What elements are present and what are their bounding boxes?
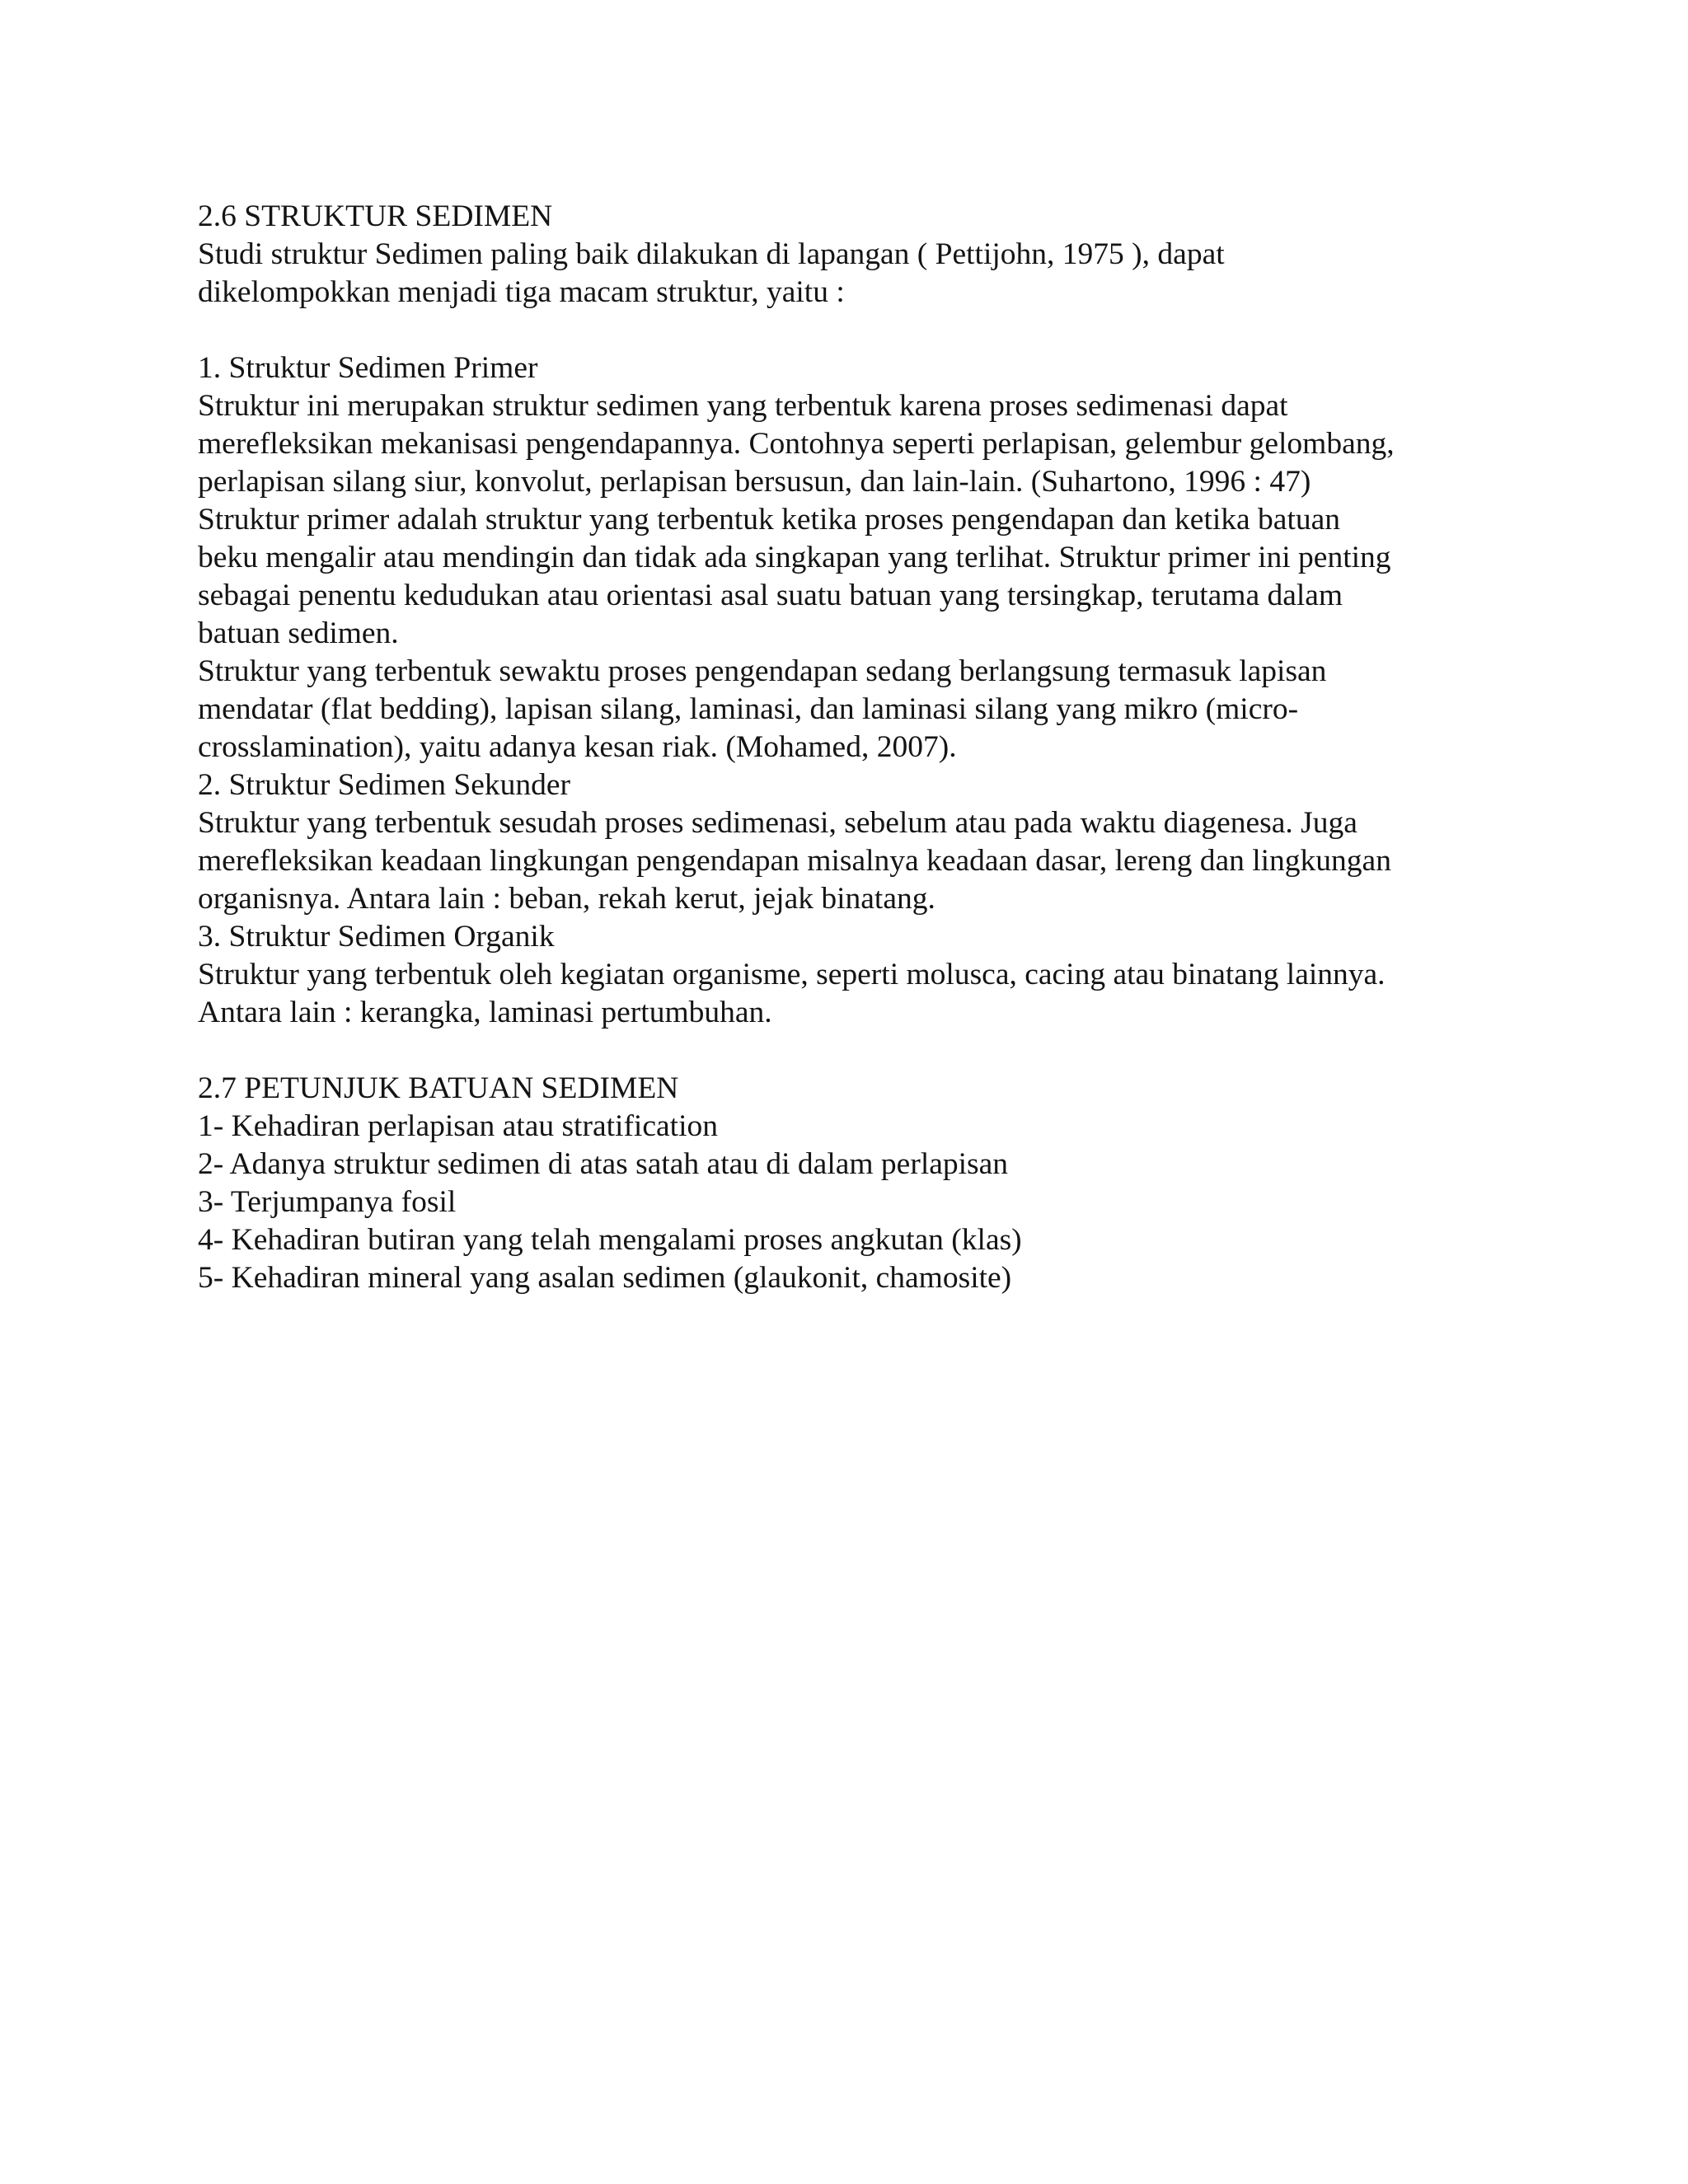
primer-line: merefleksikan mekanisasi pengendapannya. Contohnya seperti perlapisan, gelembur gelombang, xyxy=(198,427,1395,461)
document-body xyxy=(198,198,1517,1297)
subheading-organik: 3. Struktur Sedimen Organik xyxy=(198,920,555,954)
primer-line: perlapisan silang siur, konvolut, perlapisan bersusun, dan lain-lain. (Suhartono, 1996 : 47) xyxy=(198,465,1311,499)
intro-line: dikelompokkan menjadi tiga macam struktur, yaitu : xyxy=(198,275,845,309)
primer-line: batuan sedimen. xyxy=(198,616,399,650)
primer-line: Struktur primer adalah struktur yang terbentuk ketika proses pengendapan dan ketika batuan xyxy=(198,503,1341,537)
primer-line: Struktur ini merupakan struktur sedimen yang terbentuk karena proses sedimenasi dapat xyxy=(198,389,1288,423)
paragraph-gap xyxy=(198,1032,1517,1070)
primer-line: crosslamination), yaitu adanya kesan riak. (Mohamed, 2007). xyxy=(198,730,957,764)
list-item: 4- Kehadiran butiran yang telah mengalami proses angkutan (klas) xyxy=(198,1223,1022,1257)
sekunder-line: organisnya. Antara lain : beban, rekah kerut, jejak binatang. xyxy=(198,882,935,916)
sekunder-line: merefleksikan keadaan lingkungan pengendapan misalnya keadaan dasar, lereng dan lingkungan xyxy=(198,844,1391,878)
sekunder-line: Struktur yang terbentuk sesudah proses sedimenasi, sebelum atau pada waktu diagenesa. Juga xyxy=(198,806,1357,840)
primer-line: beku mengalir atau mendingin dan tidak ada singkapan yang terlihat. Struktur primer ini penting xyxy=(198,541,1391,574)
organik-line: Struktur yang terbentuk oleh kegiatan organisme, seperti molusca, cacing atau binatang lainnya. xyxy=(198,958,1386,991)
paragraph-gap xyxy=(198,312,1517,349)
list-item: 1- Kehadiran perlapisan atau stratification xyxy=(198,1109,718,1143)
section-title-2-6: 2.6 STRUKTUR SEDIMEN xyxy=(198,199,553,233)
primer-line: sebagai penentu kedudukan atau orientasi asal suatu batuan yang tersingkap, terutama dalam xyxy=(198,579,1343,612)
organik-line: Antara lain : kerangka, laminasi pertumbuhan. xyxy=(198,996,772,1029)
list-item: 3- Terjumpanya fosil xyxy=(198,1185,457,1219)
intro-line: Studi struktur Sedimen paling baik dilakukan di lapangan ( Pettijohn, 1975 ), dapat xyxy=(198,237,1225,271)
section-title-2-7: 2.7 PETUNJUK BATUAN SEDIMEN xyxy=(198,1071,679,1105)
list-item: 2- Adanya struktur sedimen di atas satah atau di dalam perlapisan xyxy=(198,1147,1009,1181)
list-item: 5- Kehadiran mineral yang asalan sedimen (glaukonit, chamosite) xyxy=(198,1261,1012,1295)
primer-line: Struktur yang terbentuk sewaktu proses pengendapan sedang berlangsung termasuk lapisan xyxy=(198,654,1327,688)
primer-line: mendatar (flat bedding), lapisan silang, laminasi, dan laminasi silang yang mikro (micro- xyxy=(198,692,1299,726)
subheading-primer: 1. Struktur Sedimen Primer xyxy=(198,351,538,385)
subheading-sekunder: 2. Struktur Sedimen Sekunder xyxy=(198,768,571,802)
